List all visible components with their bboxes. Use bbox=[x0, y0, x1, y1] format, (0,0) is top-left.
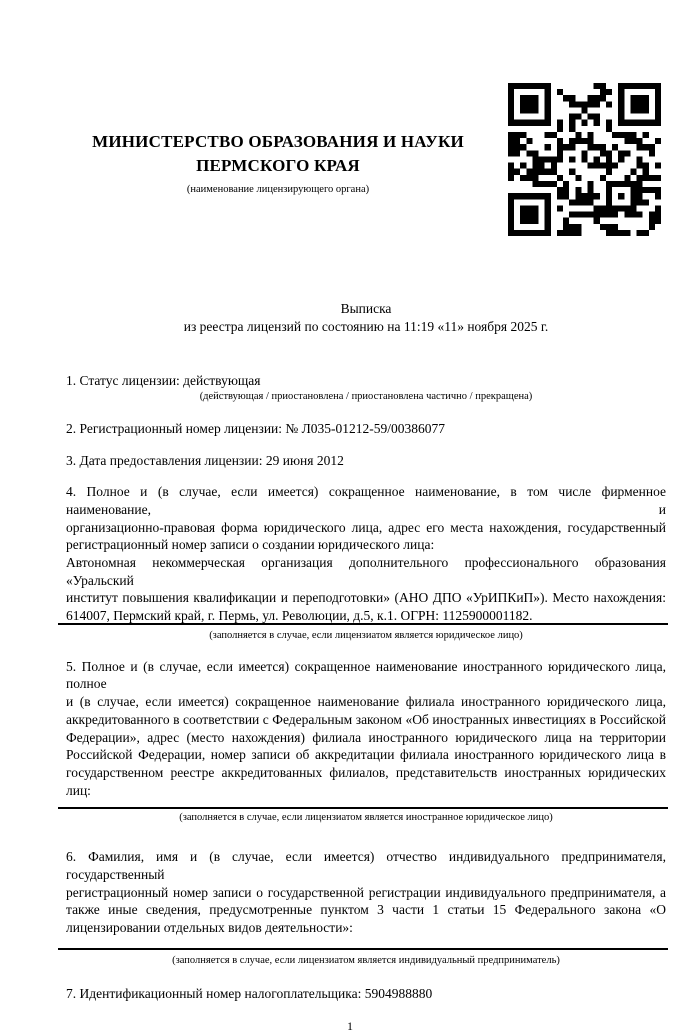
text-line: 6. Фамилия, имя и (в случае, если имеется) отчество индивидуального предпринимателя, государственный bbox=[66, 849, 666, 883]
authority-name-line1: МИНИСТЕРСТВО ОБРАЗОВАНИЯ И НАУКИ bbox=[92, 132, 464, 151]
taxpayer-number-item: 7. Идентификационный номер налогоплательщика: 5904988880 bbox=[66, 985, 433, 1001]
entrepreneur-statement bbox=[66, 848, 666, 937]
fill-in-line bbox=[58, 807, 668, 809]
text-line: государственном реестре аккредитованных филиалов, представительств иностранных юридических лиц: bbox=[66, 764, 666, 798]
grant-date-item: 3. Дата предоставления лицензии: 29 июня 2012 bbox=[66, 453, 344, 469]
text-line: регистрационный номер записи о создании юридического лица: bbox=[66, 537, 435, 553]
text-line: Автономная некоммерческая организация дополнительного профессионального образования «Уральский bbox=[66, 554, 666, 588]
legal-entity-value bbox=[66, 554, 666, 625]
text-line: также иные сведения, предусмотренные пунктом 3 части 1 статьи 15 Федерального закона «О bbox=[66, 902, 666, 918]
document-header bbox=[0, 0, 700, 240]
licensing-authority-block bbox=[65, 130, 491, 196]
license-status-item: 1. Статус лицензии: действующая bbox=[66, 373, 261, 388]
foreign-entity-caption: (заполняется в случае, если лицензиатом является иностранное юридическое лицо) bbox=[179, 812, 553, 824]
authority-name-line2: ПЕРМСКОГО КРАЯ bbox=[196, 156, 360, 175]
document-subtitle: из реестра лицензий по состоянию на 11:19 «11» ноября 2025 г. bbox=[183, 319, 549, 334]
page-number: 1 bbox=[347, 1018, 353, 1033]
foreign-entity-statement bbox=[66, 658, 666, 800]
text-line: регистрационный номер записи о государственной регистрации индивидуального предпринимателя, а bbox=[66, 884, 666, 900]
text-line: Российской Федерации, номер записи об аккредитации филиала иностранного юридического лица в bbox=[66, 747, 666, 763]
text-line: 614007, Пермский край, г. Пермь, ул. Революции, д.5, к.1. ОГРН: 1125900001182. bbox=[66, 608, 533, 624]
document-title-block bbox=[66, 300, 666, 336]
qr-code-image bbox=[508, 83, 661, 236]
text-line: 5. Полное и (в случае, если имеется) сокращенное наименование иностранного юридического лица, полное bbox=[66, 658, 666, 692]
text-line: лицензировании отдельных видов деятельности»: bbox=[66, 920, 353, 936]
license-status-caption: (действующая / приостановлена / приостановлена частично / прекращена) bbox=[199, 390, 533, 402]
text-line: 4. Полное и (в случае, если имеется) сокращенное наименование, в том числе фирменное наименование, и bbox=[66, 484, 666, 517]
document-title: Выписка bbox=[340, 301, 392, 316]
text-line: организационно-правовая форма юридического лица, адрес его места нахождения, государственный bbox=[66, 519, 666, 535]
text-line: институт повышения квалификации и переподготовки» (АНО ДПО «УрИПКиП»). Место нахождения: bbox=[66, 590, 666, 606]
text-line: Федерации», адрес (место нахождения) филиала иностранного юридического лица на территории bbox=[66, 729, 666, 745]
text-line: и (в случае, если имеется) сокращенное наименование филиала иностранного юридического лица, bbox=[66, 694, 666, 710]
fill-in-line bbox=[58, 948, 668, 950]
text-line: аккредитованного в соответствии с Федеральным законом «Об иностранных инвестициях в Российской bbox=[66, 711, 666, 727]
registration-number-item: 2. Регистрационный номер лицензии: № Л035-01212-59/00386077 bbox=[66, 420, 446, 436]
authority-caption: (наименование лицензирующего органа) bbox=[186, 184, 370, 195]
document-body bbox=[0, 300, 700, 1033]
legal-entity-caption: (заполняется в случае, если лицензиатом является юридическое лицо) bbox=[209, 629, 523, 641]
entrepreneur-caption: (заполняется в случае, если лицензиатом является индивидуальный предприниматель) bbox=[172, 954, 560, 966]
legal-entity-statement bbox=[66, 483, 666, 554]
